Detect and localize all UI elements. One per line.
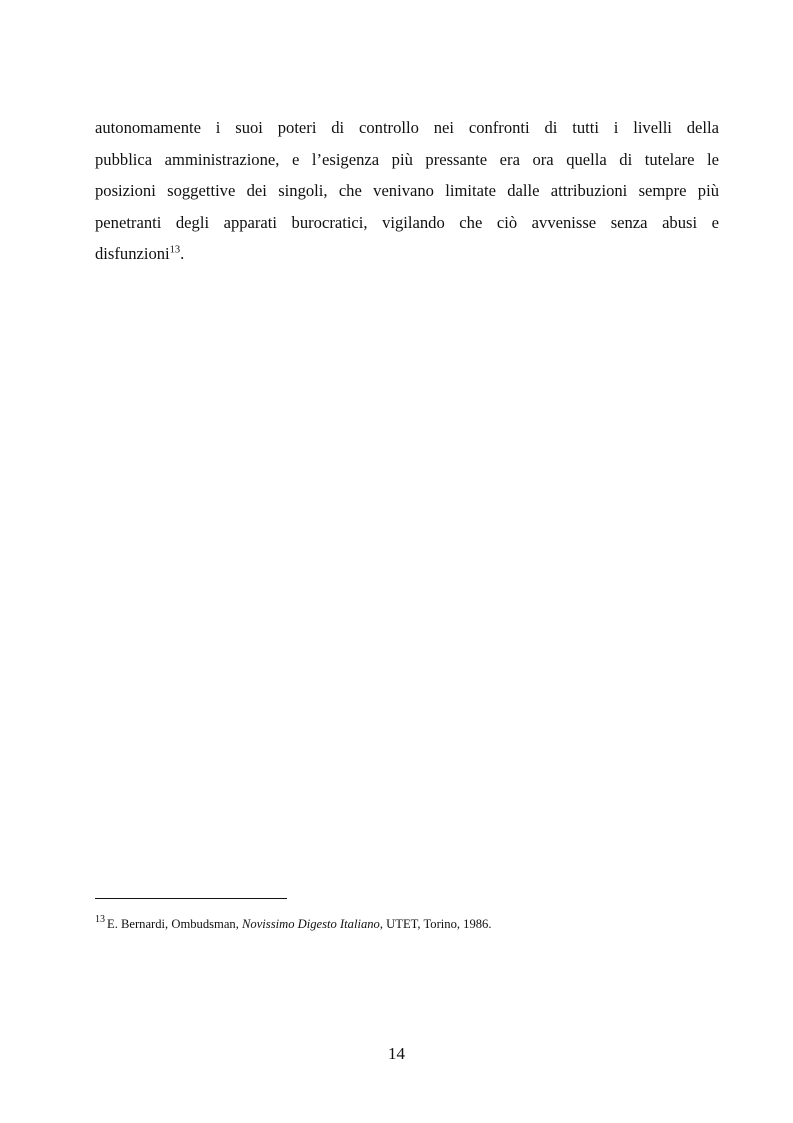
footnote-number: 13 xyxy=(95,914,105,925)
footnote-text-before: E. Bernardi, Ombudsman, xyxy=(107,917,243,931)
body-line-3: posizioni soggettive dei singoli, che venivano limitate dalle attribuzioni sempre più xyxy=(95,181,719,200)
footnote-text-after: , UTET, Torino, 1986. xyxy=(379,917,492,931)
body-line-5 xyxy=(95,238,719,270)
body-line-1: autonomamente i suoi poteri di controllo nei confronti di tutti i livelli della xyxy=(95,118,719,137)
footnote xyxy=(95,916,719,932)
body-line-5-text: disfunzioni xyxy=(95,244,170,263)
footnote-reference[interactable]: 13 xyxy=(169,244,181,256)
body-paragraph xyxy=(95,112,719,270)
footnote-title: Novissimo Digesto Italiano xyxy=(242,917,380,931)
body-line-5-end: . xyxy=(180,244,185,263)
footnote-separator xyxy=(95,898,287,899)
page-number: 14 xyxy=(388,1044,405,1063)
body-line-2: pubblica amministrazione, e l’esigenza più pressante era ora quella di tutelare le xyxy=(95,149,719,169)
body-line-4: penetranti degli apparati burocratici, vigilando che ciò avvenisse senza abusi e xyxy=(95,212,719,232)
